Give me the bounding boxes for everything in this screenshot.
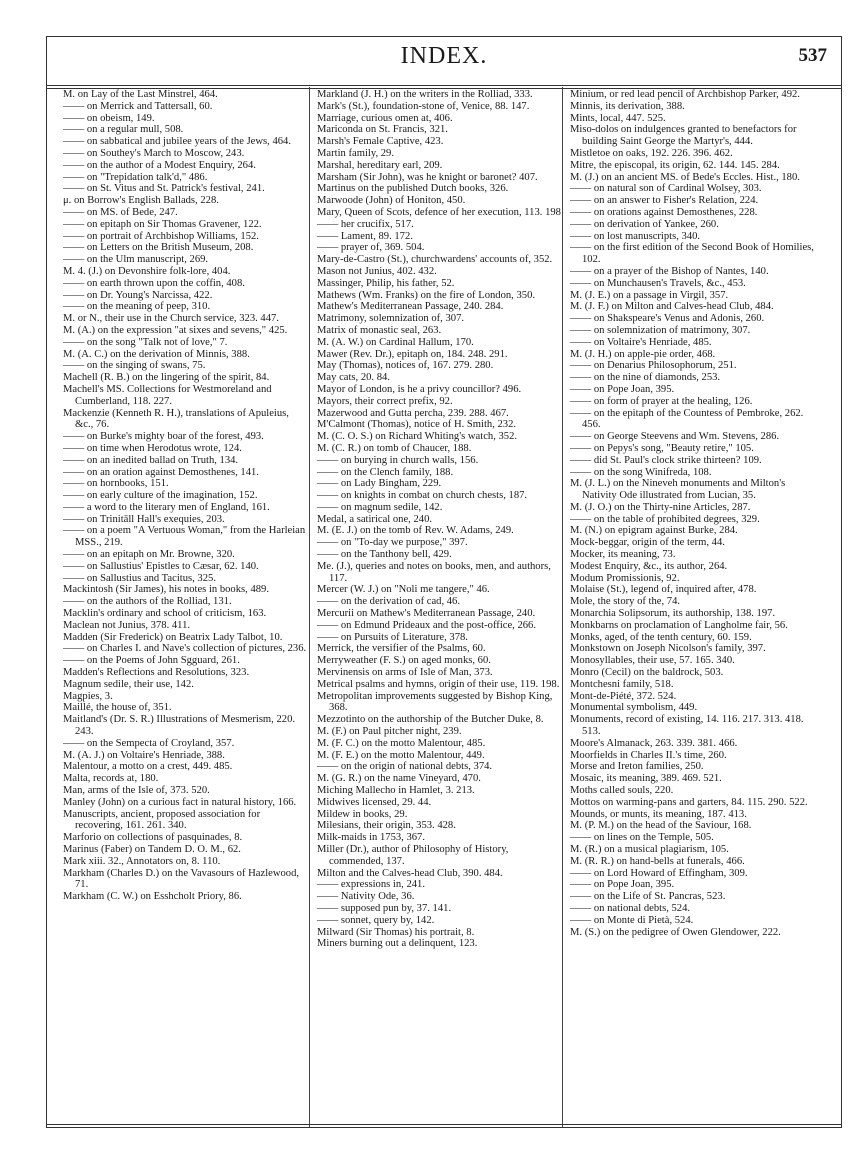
index-entry: M. (A.) on the expression "at sixes and sevens," 425. [63, 324, 288, 336]
index-entry: Mosaic, its meaning, 389. 469. 521. [570, 773, 722, 785]
index-entry: —— Lament, 89. 172. [317, 230, 413, 242]
index-entry: Machell (R. B.) on the lingering of the spirit, 84. [63, 372, 270, 384]
index-entry: Mints, local, 447. 525. [570, 112, 666, 124]
index-entry: Mary-de-Castro (St.), churchwardens' accounts of, 352. [317, 254, 553, 266]
index-entry: Mathews (Wm. Franks) on the fire of London, 350. [317, 289, 536, 301]
index-entry: —— on the table of prohibited degrees, 329. [570, 513, 760, 525]
index-entry: M. (F. E.) on the motto Malentour, 449. [317, 749, 485, 761]
index-entry: Mary, Queen of Scots, defence of her execution, 113. 198 [317, 206, 561, 218]
index-entry: Miller (Dr.), author of Philosophy of History, commended, 137. [317, 844, 509, 867]
index-entry: Milton and the Calves-head Club, 390. 484. [317, 867, 503, 879]
index-entry: M. (A. W.) on Cardinal Hallum, 170. [317, 336, 474, 348]
index-entry: —— on form of prayer at the healing, 126. [570, 395, 753, 407]
index-entry: Martinus on the published Dutch books, 326. [317, 183, 509, 195]
index-entry: —— on an oration against Demosthenes, 141. [63, 466, 259, 478]
index-entry: —— on "To-day we purpose," 397. [317, 537, 468, 549]
index-entry: μ. on Borrow's English Ballads, 228. [63, 195, 219, 207]
index-entry: Maillé, the house of, 351. [63, 702, 172, 714]
index-entry: Mazerwood and Gutta percha, 239. 288. 467. [317, 407, 509, 419]
index-column-3 [570, 89, 816, 938]
index-entry: Miching Mallecho in Hamlet, 3. 213. [317, 785, 475, 797]
index-entry: —— on the singing of swans, 75. [63, 360, 206, 372]
index-entry: —— on natural son of Cardinal Wolsey, 303. [570, 183, 762, 195]
index-entry: —— sonnet, query by, 142. [317, 914, 435, 926]
index-entry: —— Nativity Ode, 36. [317, 891, 415, 903]
index-entry: Matrimony, solemnization of, 307. [317, 313, 465, 325]
header-rule-top [47, 85, 841, 86]
index-entry: Magpies, 3. [63, 690, 113, 702]
index-entry: Monkstown on Joseph Nicolson's family, 397. [570, 643, 766, 655]
index-entry: Markland (J. H.) on the writers in the Rolliad, 333. [317, 89, 533, 100]
index-entry: Metropolitan improvements suggested by Bishop King, 368. [317, 690, 553, 714]
index-entry: M. (G. R.) on the name Vineyard, 470. [317, 773, 481, 785]
index-entry: M. (N.) on epigram against Burke, 284. [570, 525, 738, 537]
index-entry: Mercurii on Mathew's Mediterranean Passage, 240. [317, 608, 536, 620]
index-entry: —— on Pope Joan, 395. [570, 383, 675, 395]
index-entry: —— prayer of, 369. 504. [317, 242, 425, 254]
index-entry: Mounds, or munts, its meaning, 187. 413. [570, 808, 747, 820]
index-entry: Montchesni family, 518. [570, 678, 674, 690]
index-entry: Marforio on collections of pasquinades, 8. [63, 832, 243, 844]
index-entry: —— her crucifix, 517. [317, 218, 414, 230]
index-entry: —— on St. Vitus and St. Patrick's festival, 241. [63, 183, 265, 195]
index-entry: Mocker, its meaning, 73. [570, 549, 676, 561]
index-entry: —— on Edmund Prideaux and the post-office, 266. [317, 619, 536, 631]
index-entry: Me. (J.), queries and notes on books, men, and authors, 117. [317, 560, 551, 584]
index-entry: Minnis, its derivation, 388. [570, 100, 685, 112]
index-entry: —— on "Trepidation talk'd," 486. [63, 171, 208, 183]
index-entry: Manley (John) on a curious fact in natural history, 166. [63, 796, 297, 808]
index-entry: Mark xiii. 32., Annotators on, 8. 110. [63, 855, 221, 867]
index-entry: —— on Burke's mighty boar of the forest, 493. [63, 431, 264, 443]
index-entry: M. (F. C.) on the motto Malentour, 485. [317, 737, 486, 749]
index-entry: M'Calmont (Thomas), notice of H. Smith, 232. [317, 419, 517, 431]
index-entry: —— on the Life of St. Pancras, 523. [570, 891, 726, 903]
index-entry: M. (A. J.) on Voltaire's Henriade, 388. [63, 749, 225, 761]
index-entry: —— on Denarius Philosophorum, 251. [570, 360, 737, 372]
index-entry: —— a word to the literary men of England, 161. [63, 501, 270, 513]
index-entry: —— on burying in church walls, 156. [317, 454, 479, 466]
index-entry: Marinus (Faber) on Tandem D. O. M., 62. [63, 844, 241, 855]
index-entry: M. on Lay of the Last Minstrel, 464. [63, 89, 218, 100]
index-entry: M. (J.) on an ancient MS. of Bede's Eccles. Hist., 180. [570, 171, 800, 183]
index-entry: Marshal, hereditary earl, 209. [317, 159, 443, 171]
index-entry: —— on solemnization of matrimony, 307. [570, 324, 751, 336]
index-entry: —— on national debts, 524. [570, 902, 691, 914]
index-entry: Moorfields in Charles II.'s time, 260. [570, 749, 727, 761]
index-column-2 [317, 89, 563, 950]
index-entry: M. (J. O.) on the Thirty-nine Articles, 287. [570, 501, 751, 513]
index-entry: —— on Lord Howard of Effingham, 309. [570, 867, 748, 879]
index-entry: Massinger, Philip, his father, 52. [317, 277, 455, 289]
index-entry: Mont-de-Piété, 372. 524. [570, 690, 677, 702]
index-entry: —— on sabbatical and jubilee years of the Jews, 464. [63, 136, 291, 148]
index-entry: —— on an answer to Fisher's Relation, 224. [570, 195, 759, 207]
index-entry: Mason not Junius, 402. 432. [317, 265, 437, 277]
index-entry: Maitland's (Dr. S. R.) Illustrations of Mesmerism, 220. 243. [63, 714, 296, 738]
index-entry: Monuments, record of existing, 14. 116. 217. 313. 418. 513. [570, 714, 804, 738]
page-title: INDEX. [400, 43, 488, 69]
index-entry: —— supposed pun by, 37. 141. [317, 902, 452, 914]
index-entry: Modum Promissionis, 92. [570, 572, 680, 584]
index-entry: Madden's Reflections and Resolutions, 323. [63, 667, 250, 679]
index-entry: —— on hornbooks, 151. [63, 478, 169, 490]
index-entry: —— on derivation of Yankee, 260. [570, 218, 719, 230]
index-entry: —— on Shakspeare's Venus and Adonis, 260. [570, 313, 765, 325]
index-column-1 [63, 89, 309, 903]
index-entry: —— on a prayer of the Bishop of Nantes, 140. [570, 265, 769, 277]
index-entry: M. (A. C.) on the derivation of Minnis, 388. [63, 348, 250, 360]
index-entry: —— on George Steevens and Wm. Stevens, 286. [570, 431, 780, 443]
page-header [47, 37, 841, 87]
index-entry: Monosyllables, their use, 57. 165. 340. [570, 655, 735, 667]
index-entry: —— on earth thrown upon the coffin, 408. [63, 277, 245, 289]
index-entry: Mervinensis on arms of Isle of Man, 373. [317, 667, 493, 679]
index-entry: Minium, or red lead pencil of Archbishop Parker, 492. [570, 89, 800, 100]
index-entry: —— on the Ulm manuscript, 269. [63, 254, 209, 266]
index-entry: —— on the derivation of cad, 46. [317, 596, 460, 608]
index-entry: —— on Monte di Pietà, 524. [570, 914, 694, 926]
index-entry: Medal, a satirical one, 240. [317, 513, 433, 525]
index-entry: —— on Letters on the British Museum, 208. [63, 242, 254, 254]
index-entry: Milesians, their origin, 353. 428. [317, 820, 456, 832]
index-entry: Mock-beggar, origin of the term, 44. [570, 537, 725, 549]
index-entry: Mackintosh (Sir James), his notes in books, 489. [63, 584, 269, 596]
index-entry: Mackenzie (Kenneth R. H.), translations of Apuleius, &c., 76. [63, 407, 289, 431]
index-entry: Mezzotinto on the authorship of the Butcher Duke, 8. [317, 714, 544, 726]
index-entry: Marriage, curious omen at, 406. [317, 112, 453, 124]
index-entry: —— on the meaning of peep, 310. [63, 301, 211, 313]
index-entry: Markham (Charles D.) on the Vavasours of Hazlewood, 71. [63, 867, 300, 891]
index-entry: Maclean not Junius, 378. 411. [63, 619, 191, 631]
index-entry: —— on Munchausen's Travels, &c., 453. [570, 277, 746, 289]
index-entry: M. (E. J.) on the tomb of Rev. W. Adams, 249. [317, 525, 514, 537]
index-entry: M. (R. R.) on hand-bells at funerals, 466. [570, 855, 745, 867]
index-entry: Madden (Sir Frederick) on Beatrix Lady Talbot, 10. [63, 631, 283, 643]
index-entry: —— on the origin of national debts, 374. [317, 761, 493, 773]
index-entry: Monarchia Solipsorum, its authorship, 138. 197. [570, 608, 776, 620]
index-entry: Man, arms of the Isle of, 373. 520. [63, 785, 210, 797]
index-entry: Mercer (W. J.) on "Noli me tangere," 46. [317, 584, 490, 596]
index-entry: Midwives licensed, 29. 44. [317, 796, 432, 808]
index-entry: Manuscripts, ancient, proposed association for recovering, 161. 261. 340. [63, 808, 261, 832]
index-entry: Magnum sedile, their use, 142. [63, 678, 194, 690]
index-entry: —— expressions in, 241. [317, 879, 425, 891]
index-entry: —— on Voltaire's Henriade, 485. [570, 336, 712, 348]
index-entry: Mottos on warming-pans and garters, 84. 115. 290. 522. [570, 796, 808, 808]
index-entry: Martin family, 29. [317, 147, 394, 159]
index-entry: Mayors, their correct prefix, 92. [317, 395, 453, 407]
index-entry: —— on lines on the Temple, 505. [570, 832, 714, 844]
index-entry: May cats, 20. 84. [317, 372, 390, 384]
index-entry: —— on time when Herodotus wrote, 124. [63, 442, 242, 454]
index-entry: Monkbarns on proclamation of Langholme fair, 56. [570, 619, 788, 631]
index-entry: —— on the song Winifreda, 108. [570, 466, 712, 478]
index-entry: Monro (Cecil) on the baldrock, 503. [570, 667, 724, 679]
page-number: 537 [798, 45, 827, 66]
index-entry: M. (F.) on Paul pitcher night, 239. [317, 726, 462, 738]
index-entry: Monumental symbolism, 449. [570, 702, 698, 714]
index-entry: M. (P. M.) on the head of the Saviour, 168. [570, 820, 752, 832]
index-entry: —— on lost manuscripts, 340. [570, 230, 701, 242]
index-entry: —— on the Tanthony bell, 429. [317, 549, 452, 561]
index-entry: —— on the nine of diamonds, 253. [570, 372, 721, 384]
index-entry: Miners burning out a delinquent, 123. [317, 938, 478, 950]
index-entry: M. or N., their use in the Church service, 323. 447. [63, 313, 279, 325]
index-entry: Marsh's Female Captive, 423. [317, 136, 444, 148]
index-entry: —— on the epitaph of the Countess of Pembroke, 262. 456. [570, 407, 804, 431]
index-entry: —— on early culture of the imagination, 152. [63, 490, 258, 502]
index-entry: M. (C. O. S.) on Richard Whiting's watch, 352. [317, 431, 518, 443]
index-entry: —— on a regular mull, 508. [63, 124, 184, 136]
index-entry: Metrical psalms and hymns, origin of their use, 119. 198. [317, 678, 560, 690]
index-entry: —— on Southey's March to Moscow, 243. [63, 147, 245, 159]
index-entry: Miso-dolos on indulgences granted to benefactors for building Saint George the Martyr's, 444. [570, 124, 797, 148]
index-entry: —— on an inedited ballad on Truth, 134. [63, 454, 239, 466]
index-entry: Machell's MS. Collections for Westmoreland and Cumberland, 118. 227. [63, 383, 272, 407]
index-entry: Merryweather (F. S.) on aged monks, 60. [317, 655, 491, 667]
index-entry: Mistletoe on oaks, 192. 226. 396. 462. [570, 147, 733, 159]
index-entry: —— on a poem "A Vertuous Woman," from the Harleian MSS., 219. [63, 525, 306, 549]
index-entry: M. (J. H.) on apple-pie order, 468. [570, 348, 716, 360]
index-entry: Monks, aged, of the tenth century, 60. 159. [570, 631, 752, 643]
index-entry: —— on MS. of Bede, 247. [63, 206, 178, 218]
column-divider [309, 87, 310, 1127]
index-entry: —— on obeism, 149. [63, 112, 155, 124]
index-entry: Mariconda on St. Francis, 321. [317, 124, 448, 136]
index-entry: Macklin's ordinary and school of criticism, 163. [63, 608, 267, 620]
index-entry: Moore's Almanack, 263. 339. 381. 466. [570, 737, 738, 749]
index-entry: —— on the Clench family, 188. [317, 466, 454, 478]
index-entry: —— on Sallustius' Epistles to Cæsar, 62. 140. [63, 560, 259, 572]
index-entry: M. 4. (J.) on Devonshire folk-lore, 404. [63, 265, 231, 277]
index-entry: Mark's (St.), foundation-stone of, Venice, 88. 147. [317, 100, 530, 112]
index-entry: —— on knights in combat on church chests, 187. [317, 490, 528, 502]
index-entry: Milk-maids in 1753, 367. [317, 832, 425, 844]
index-entry: Moths called souls, 220. [570, 785, 674, 797]
index-entry: —— on Trinitāll Hall's exequies, 203. [63, 513, 225, 525]
index-entry: Modest Enquiry, &c., its author, 264. [570, 560, 728, 572]
index-entry: —— on the Sempecta of Croyland, 357. [63, 737, 235, 749]
index-entry: Mildew in books, 29. [317, 808, 408, 820]
index-entry: Mole, the story of the, 74. [570, 596, 681, 608]
index-entry: —— on the author of a Modest Enquiry, 264. [63, 159, 256, 171]
index-entry: Markham (C. W.) on Esshcholt Priory, 86. [63, 891, 242, 903]
index-entry: M. (J. L.) on the Nineveh monuments and Milton's Nativity Ode illustrated from Lucian, 35. [570, 478, 786, 502]
index-entry: Marwoode (John) of Honiton, 450. [317, 195, 466, 207]
index-entry: Matrix of monastic seal, 263. [317, 324, 442, 336]
index-page [46, 36, 842, 1128]
index-entry: —— on Dr. Young's Narcissa, 422. [63, 289, 213, 301]
index-entry: —— on Charles I. and Nave's collection of pictures, 236. [63, 643, 307, 655]
index-entry: —— on the first edition of the Second Book of Homilies, 102. [570, 242, 814, 266]
index-entry: May (Thomas), notices of, 167. 279. 280. [317, 360, 494, 372]
index-entry: —— on Merrick and Tattersall, 60. [63, 100, 213, 112]
index-entry: M. (J. F.) on Milton and Calves-head Club, 484. [570, 301, 774, 313]
index-entry: Malta, records at, 180. [63, 773, 159, 785]
index-entry: Morse and Ireton families, 250. [570, 761, 704, 773]
index-entry: —— on Lady Bingham, 229. [317, 478, 442, 490]
index-entry: —— on orations against Demosthenes, 228. [570, 206, 758, 218]
index-entry: Mitre, the episcopal, its origin, 62. 144. 145. 284. [570, 159, 780, 171]
index-entry: —— on Pursuits of Literature, 378. [317, 631, 468, 643]
index-entry: Molaise (St.), legend of, inquired after, 478. [570, 584, 757, 596]
index-entry: Marsham (Sir John), was he knight or baronet? 407. [317, 171, 538, 183]
index-entry: —— on magnum sedile, 142. [317, 501, 443, 513]
index-entry: M. (R.) on a musical plagiarism, 105. [570, 844, 729, 855]
index-entry: —— on the authors of the Rolliad, 131. [63, 596, 232, 608]
index-entry: —— on Pepys's song, "Beauty retire," 105. [570, 442, 754, 454]
index-entry: —— on Sallustius and Tacitus, 325. [63, 572, 216, 584]
index-entry: M. (C. R.) on tomb of Chaucer, 188. [317, 442, 472, 454]
index-entry: —— on Pope Joan, 395. [570, 879, 675, 891]
index-entry: —— on portrait of Archbishop Williams, 152. [63, 230, 259, 242]
index-entry: M. (J. E.) on a passage in Virgil, 357. [570, 289, 729, 301]
index-entry: —— on the Poems of John Sgguard, 261. [63, 655, 240, 667]
index-entry: —— on an epitaph on Mr. Browne, 320. [63, 549, 235, 561]
footer-rule [47, 1124, 841, 1125]
index-entry: Milward (Sir Thomas) his portrait, 8. [317, 926, 475, 938]
index-entry: Merrick, the versifier of the Psalms, 60. [317, 643, 486, 655]
index-entry: —— on the song "Talk not of love," 7. [63, 336, 228, 348]
index-entry: Malentour, a motto on a crest, 449. 485. [63, 761, 233, 773]
index-entry: Mawer (Rev. Dr.), epitaph on, 184. 248. 291. [317, 348, 508, 360]
index-entry: —— on epitaph on Sir Thomas Gravener, 122. [63, 218, 262, 230]
index-entry: M. (S.) on the pedigree of Owen Glendower, 222. [570, 926, 781, 938]
index-entry: Mathew's Mediterranean Passage, 240. 284. [317, 301, 504, 313]
index-entry: Mayor of London, is he a privy councillor? 496. [317, 383, 522, 395]
index-entry: —— did St. Paul's clock strike thirteen? 109. [570, 454, 762, 466]
